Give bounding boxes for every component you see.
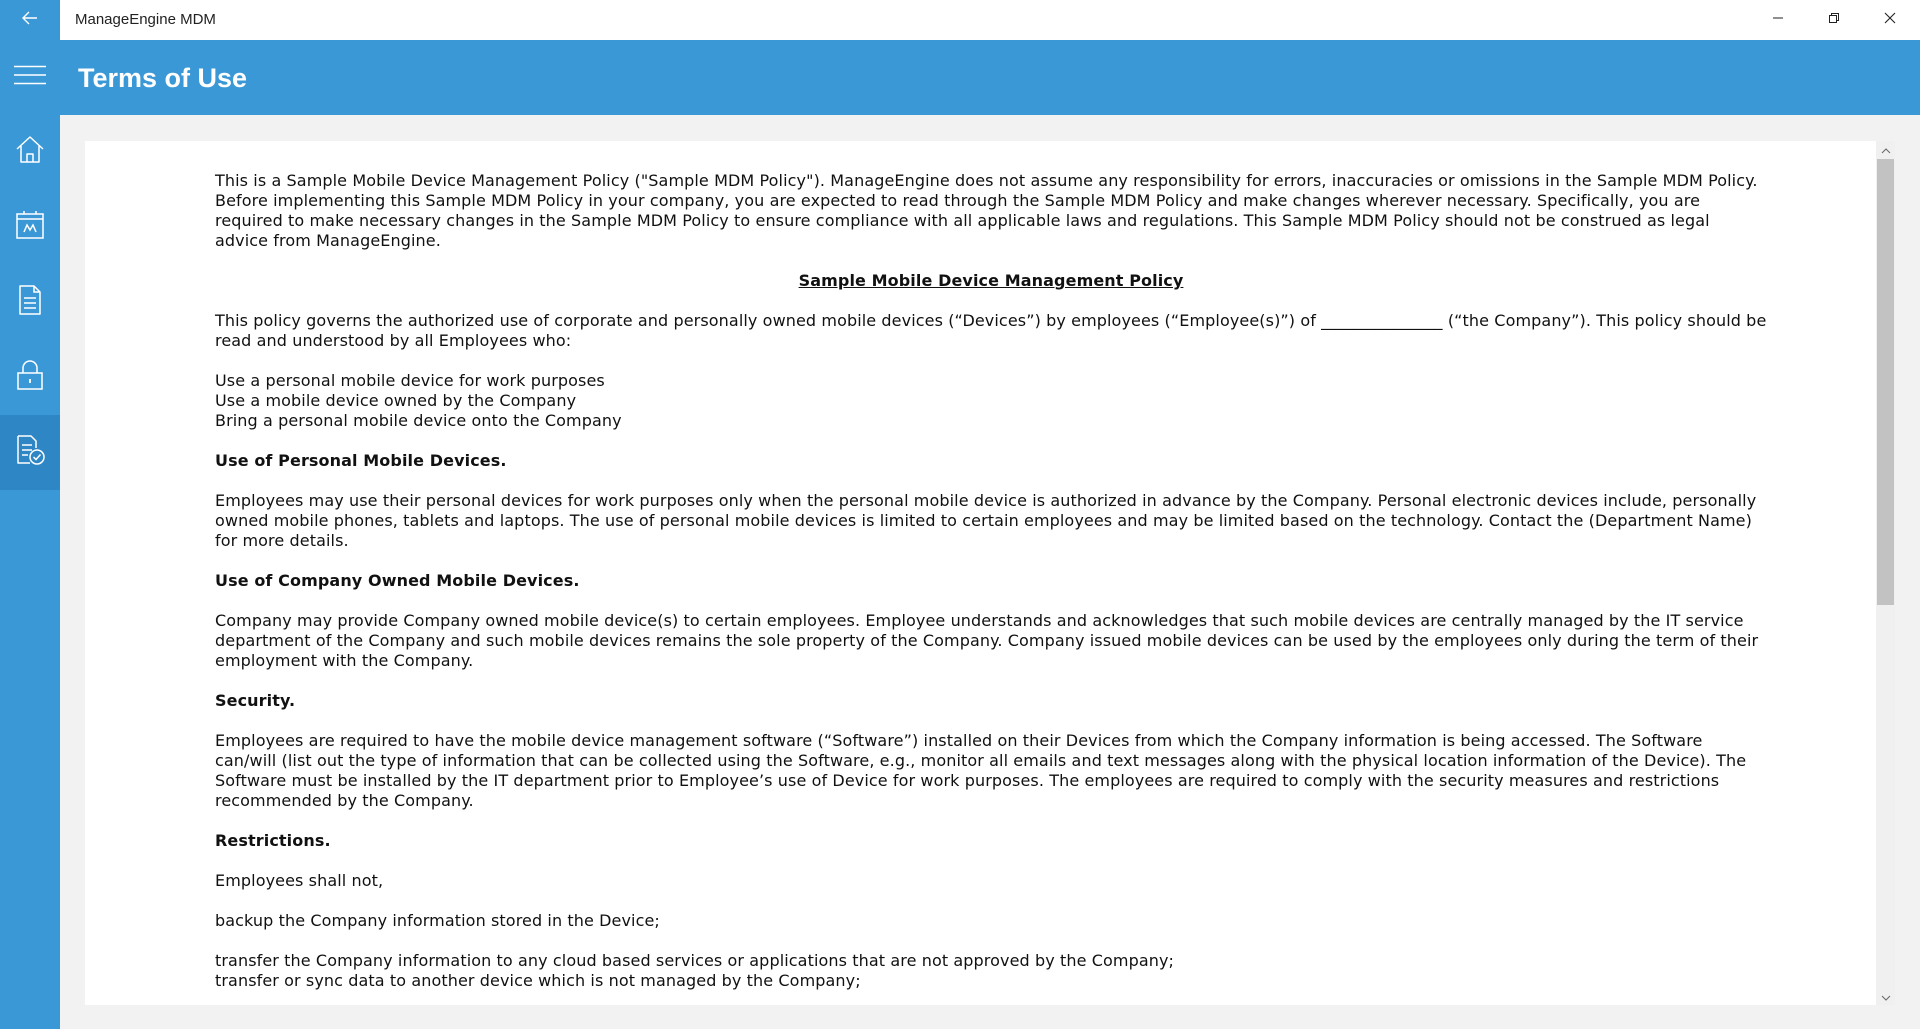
section-body: Employees are required to have the mobile device management software (“Software”) installed on their Devices from which the Company information is being accessed. The Software can/will (list out the type of information that can be collected using the Software, e.g., monitor all emails and text messages along with the physical location information of the Device). The Software must be installed by the IT department prior to Employee’s use of Device for work purposes. The employees are required to comply with the security measures and restrictions recommended by the Company.: [215, 731, 1747, 810]
page-title: Terms of Use: [78, 63, 248, 93]
hamburger-icon: [14, 65, 46, 90]
scroll-thumb[interactable]: [1877, 159, 1894, 605]
minimize-button[interactable]: [1750, 0, 1806, 40]
list-item: Use a personal mobile device for work purposes: [215, 371, 605, 390]
list-item: transfer or sync data to another device which is not managed by the Company;: [215, 971, 861, 990]
section-heading: Use of Personal Mobile Devices.: [215, 451, 507, 470]
sidebar-item-terms-of-use[interactable]: [0, 415, 60, 490]
restore-icon: [1828, 11, 1840, 29]
sidebar-item-app-catalog[interactable]: [0, 190, 60, 265]
chevron-down-icon: [1881, 988, 1891, 1006]
document-icon: [14, 284, 46, 321]
intro-paragraph: This policy governs the authorized use of corporate and personally owned mobile devices (“Devices”) by employees (“Employee(s)”) of _______________ (“the Company”). This policy should be read and understood by all Employees who:: [215, 311, 1767, 350]
lock-icon: [14, 359, 46, 396]
sidebar-item-home[interactable]: [0, 115, 60, 190]
sidebar-item-security[interactable]: [0, 340, 60, 415]
section-body: Employees may use their personal devices for work purposes only when the personal mobile device is authorized in advance by the Company. Personal electronic devices include, personally owned mobile phones, tablets and laptops. The use of personal mobile devices is limited to certain employees and may be limited based on the technology. Contact the (Department Name) for more details.: [215, 491, 1757, 550]
section-heading: Use of Company Owned Mobile Devices.: [215, 571, 580, 590]
home-icon: [14, 134, 46, 171]
scroll-down-button[interactable]: [1876, 988, 1895, 1005]
app-title: ManageEngine MDM: [75, 11, 216, 28]
list-item: Use a mobile device owned by the Company: [215, 391, 577, 410]
sidebar-item-documents[interactable]: [0, 265, 60, 340]
terms-document: [215, 171, 1767, 991]
back-button[interactable]: [0, 0, 60, 40]
minimize-icon: [1772, 11, 1784, 29]
list-item: Bring a personal mobile device onto the Company: [215, 411, 622, 430]
restore-button[interactable]: [1806, 0, 1862, 40]
back-arrow-icon: [22, 11, 38, 30]
section-body: Employees shall not,: [215, 871, 384, 890]
app-catalog-icon: [14, 209, 46, 246]
disclaimer-paragraph: This is a Sample Mobile Device Management Policy ("Sample MDM Policy"). ManageEngine does not assume any responsibility for errors, inaccuracies or omissions in the Sample MDM Policy. Before implementing this Sample MDM Policy in your company, you are expected to read through the Sample MDM Policy and make changes wherever necessary. Specifically, you are required to make necessary changes in the Sample MDM Policy to ensure compliance with all applicable laws and regulations. This Sample MDM Policy should not be construed as legal advice from ManageEngine.: [215, 171, 1758, 250]
menu-button[interactable]: [0, 40, 60, 115]
sidebar: [0, 115, 60, 1029]
close-button[interactable]: [1862, 0, 1918, 40]
policy-title: Sample Mobile Device Management Policy: [798, 271, 1184, 290]
vertical-scrollbar[interactable]: [1876, 141, 1895, 1005]
list-item: transfer the Company information to any cloud based services or applications that are not approved by the Company;: [215, 951, 1175, 970]
terms-content-panel[interactable]: [85, 141, 1895, 1005]
section-body: Company may provide Company owned mobile device(s) to certain employees. Employee understands and acknowledges that such mobile devices are centrally managed by the IT service department of the Company and such mobile devices remains the sole property of the Company. Company issued mobile devices can be used by the employees only during the term of their employment with the Company.: [215, 611, 1759, 670]
list-item: backup the Company information stored in the Device;: [215, 911, 660, 930]
close-icon: [1884, 11, 1896, 29]
scroll-up-button[interactable]: [1876, 141, 1895, 158]
section-heading: Security.: [215, 691, 296, 710]
chevron-up-icon: [1881, 141, 1891, 159]
header-bar: [0, 40, 1920, 115]
title-bar: [0, 0, 1920, 40]
policy-title-wrapper: [215, 271, 1767, 291]
terms-document-check-icon: [14, 434, 46, 471]
section-heading: Restrictions.: [215, 831, 331, 850]
